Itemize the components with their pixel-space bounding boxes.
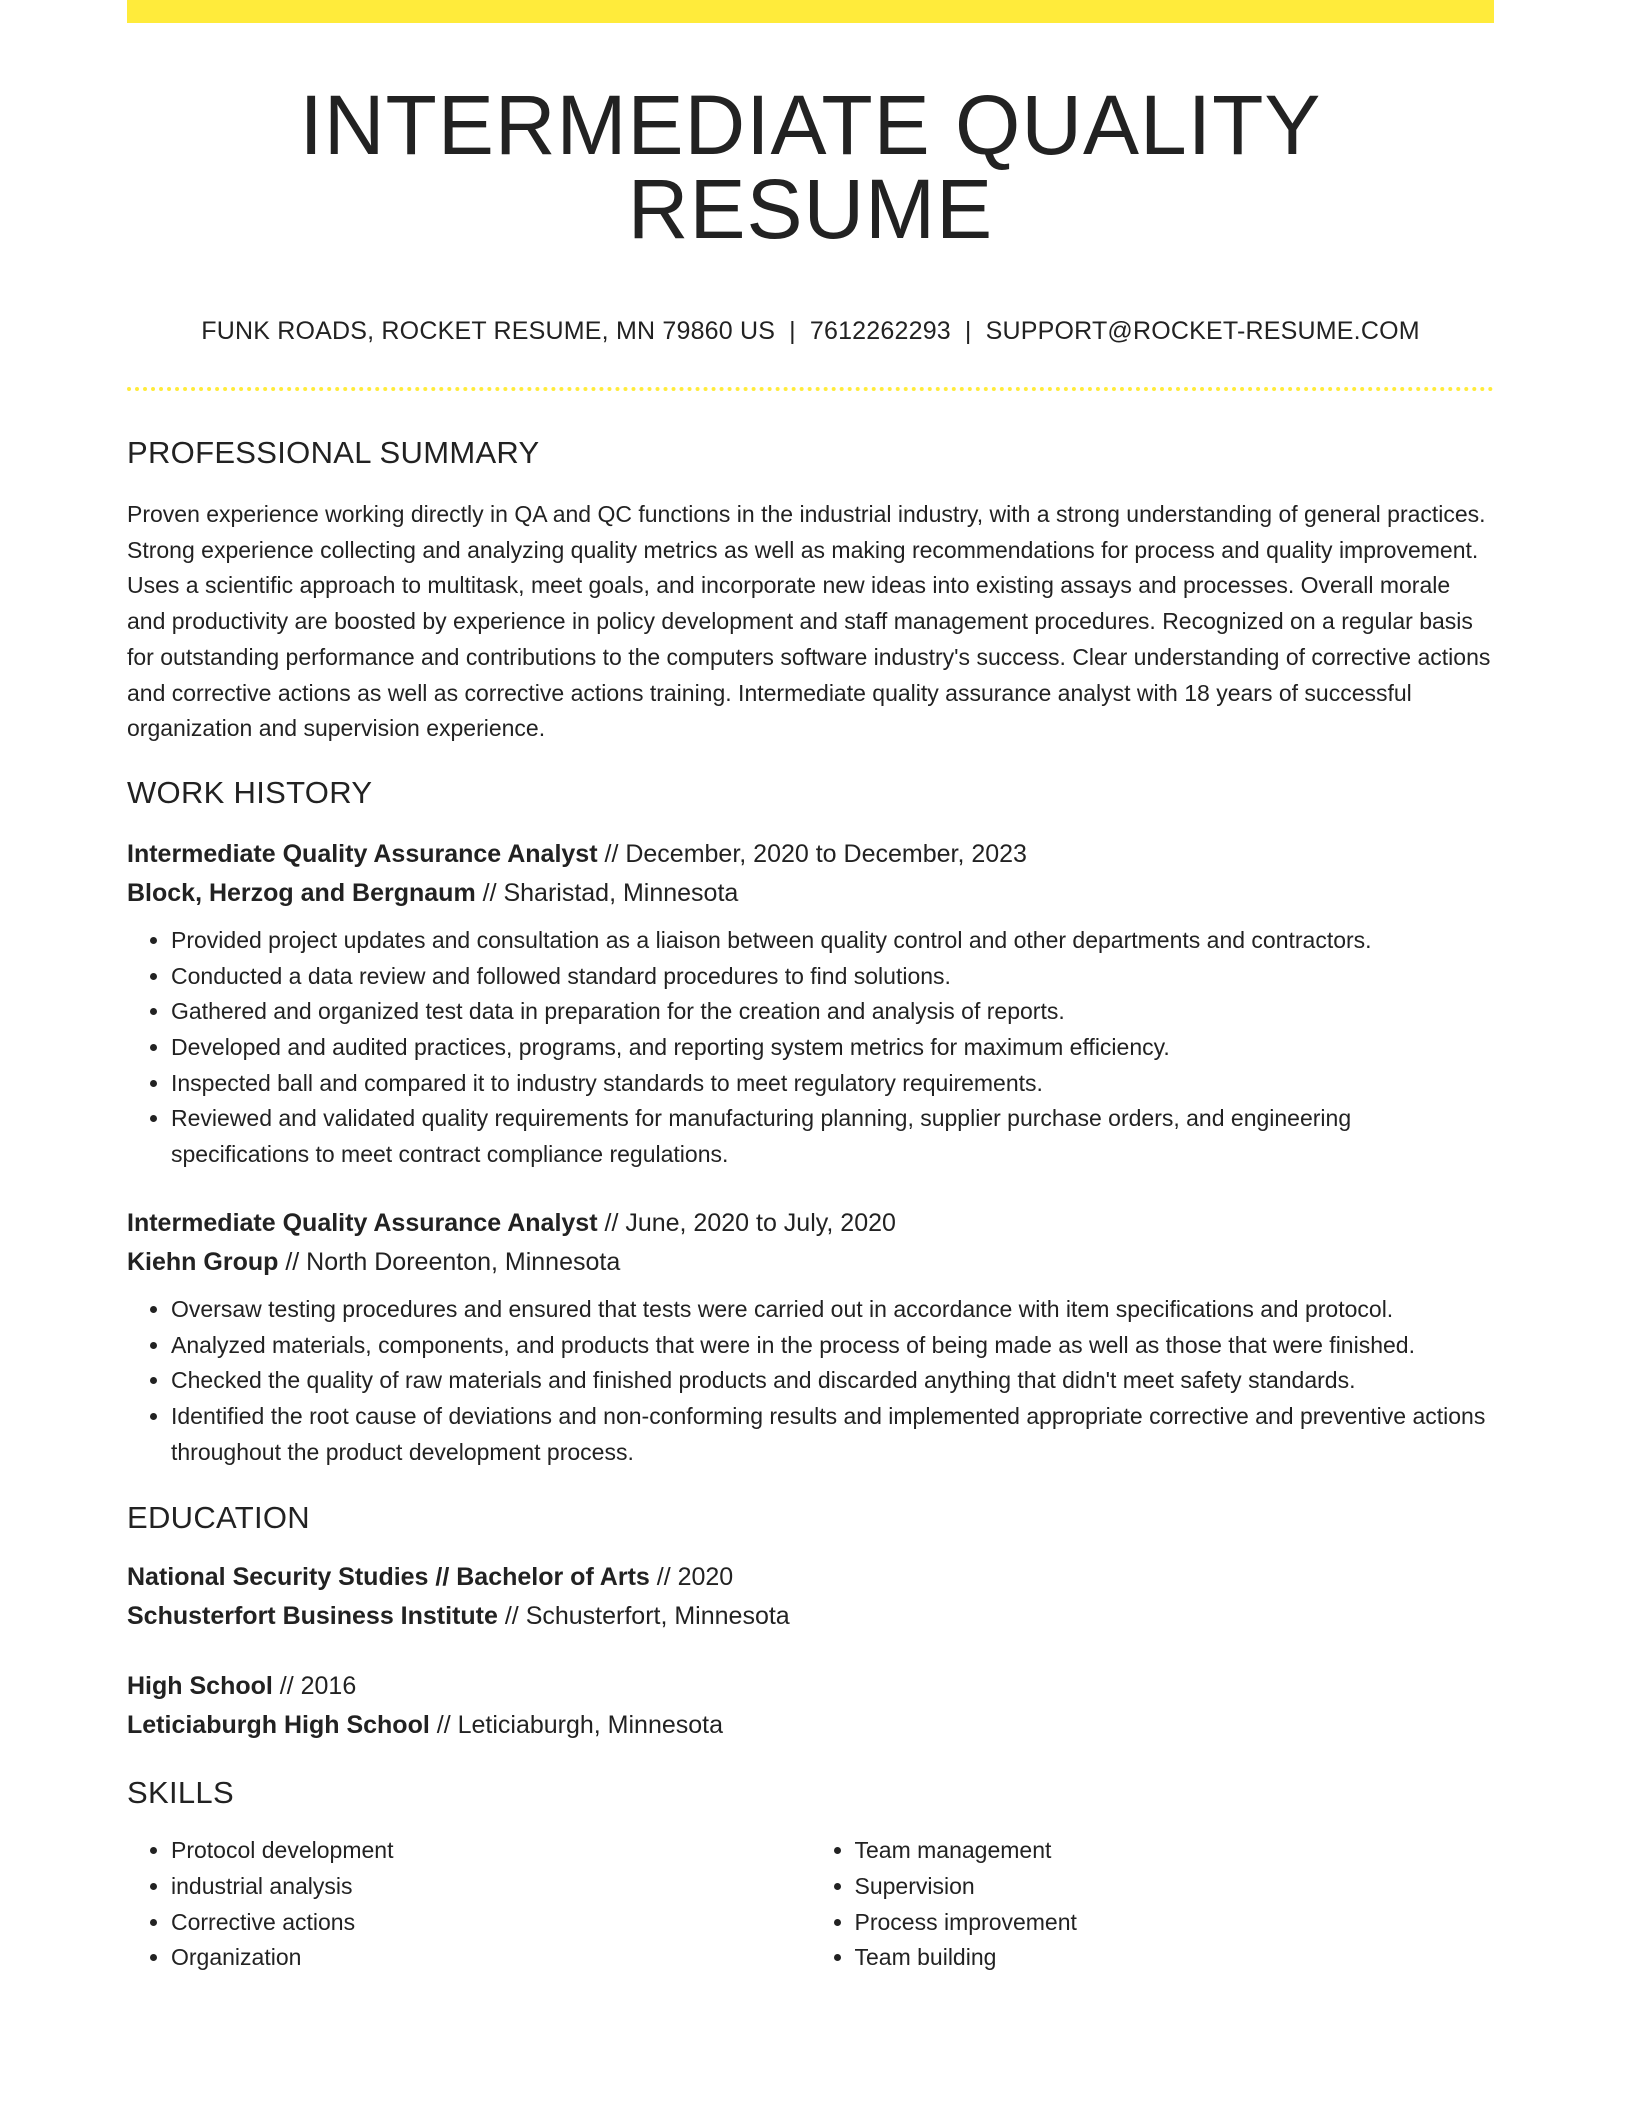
job-company: Kiehn Group xyxy=(127,1247,279,1276)
work-history-heading: WORK HISTORY xyxy=(127,774,373,810)
skill-item: • industrial analysis xyxy=(171,1869,811,1905)
education-heading: EDUCATION xyxy=(127,1500,310,1536)
job-bullet: • Gathered and organized test data in preparation for the creation and analysis of reports. xyxy=(171,994,1494,1030)
job-bullet: • Checked the quality of raw materials and finished products and discarded anything that didn't meet safety standards. xyxy=(171,1363,1494,1399)
job-title-line xyxy=(127,835,1494,874)
job-location: // North Doreenton, Minnesota xyxy=(278,1247,621,1276)
job-location: // Sharistad, Minnesota xyxy=(475,878,739,907)
job-bullet: • Developed and audited practices, programs, and reporting system metrics for maximum efficiency. xyxy=(171,1030,1494,1066)
job-title: Intermediate Quality Assurance Analyst xyxy=(127,1208,598,1237)
job-entry xyxy=(127,835,1494,1173)
contact-line xyxy=(127,317,1494,346)
job-entry xyxy=(127,1204,1494,1471)
job-bullet: • Conducted a data review and followed standard procedures to find solutions. xyxy=(171,959,1494,995)
job-bullets xyxy=(127,1292,1494,1471)
education-degree: High School xyxy=(127,1672,273,1701)
skills-section xyxy=(127,1775,1494,1976)
resume-content xyxy=(127,23,1494,1976)
summary-heading: PROFESSIONAL SUMMARY xyxy=(127,435,540,470)
education-section xyxy=(127,1500,1494,1745)
summary-text: Proven experience working directly in QA and QC functions in the industrial industry, with a strong understanding of general practices. Strong experience collecting and analyzing quality metrics as well as making recommendations for process and quality improvement. Uses a scientific approach to multitask, meet goals, and incorporate new ideas into existing assays and processes. Overall morale and productivity are boosted by experience in policy development and staff management procedures. Recognized on a regular basis for outstanding performance and contributions to the computers software industry's success. Clear understanding of corrective actions and corrective actions as well as corrective actions training. Intermediate quality assurance analyst with 18 years of successful organization and supervision experience. xyxy=(127,501,1491,742)
job-bullet: • Analyzed materials, components, and products that were in the process of being made as well as those that were finished. xyxy=(171,1328,1494,1364)
skills-columns xyxy=(127,1833,1494,1976)
skill-item: • Supervision xyxy=(855,1869,1495,1905)
education-degree: National Security Studies // Bachelor of Arts xyxy=(127,1563,650,1592)
job-dates: // December, 2020 to December, 2023 xyxy=(597,839,1027,868)
education-school: Leticiaburgh High School xyxy=(127,1711,430,1740)
dotted-divider xyxy=(127,387,1494,391)
education-year: // 2020 xyxy=(649,1563,734,1592)
accent-top-bar xyxy=(127,0,1494,23)
skill-item: • Team management xyxy=(855,1833,1495,1869)
skill-item: • Corrective actions xyxy=(171,1905,811,1941)
job-bullet: • Inspected ball and compared it to industry standards to meet regulatory requirements. xyxy=(171,1066,1494,1102)
education-school-line xyxy=(127,1597,1494,1636)
education-entry xyxy=(127,1667,1494,1745)
work-history-section xyxy=(127,775,1494,1470)
job-bullet: • Reviewed and validated quality requirements for manufacturing planning, supplier purchase orders, and engineering specifications to meet contract compliance regulations. xyxy=(171,1101,1494,1172)
job-company: Block, Herzog and Bergnaum xyxy=(127,878,476,907)
education-entry xyxy=(127,1558,1494,1636)
contact-phone: 7612262293 xyxy=(809,317,951,345)
skills-heading: SKILLS xyxy=(127,1775,234,1811)
skills-list-left xyxy=(127,1833,811,1976)
job-bullet: • Identified the root cause of deviations and non-conforming results and implemented appropriate corrective and preventive actions throughout the product development process. xyxy=(171,1399,1494,1470)
resume-name: INTERMEDIATE QUALITY RESUME xyxy=(299,78,1322,256)
education-school: Schusterfort Business Institute xyxy=(127,1602,498,1631)
skills-list-right xyxy=(811,1833,1495,1976)
contact-separator: | xyxy=(964,317,972,345)
job-title-line xyxy=(127,1204,1494,1243)
job-bullet: • Oversaw testing procedures and ensured that tests were carried out in accordance with item specifications and protocol. xyxy=(171,1292,1494,1328)
education-location: // Schusterfort, Minnesota xyxy=(497,1602,790,1631)
skill-item: • Protocol development xyxy=(171,1833,811,1869)
skill-item: • Organization xyxy=(171,1940,811,1976)
job-dates: // June, 2020 to July, 2020 xyxy=(597,1208,896,1237)
job-title: Intermediate Quality Assurance Analyst xyxy=(127,839,598,868)
education-location: // Leticiaburgh, Minnesota xyxy=(429,1711,724,1740)
job-company-line xyxy=(127,1243,1494,1282)
education-school-line xyxy=(127,1706,1494,1745)
summary-section xyxy=(127,435,1494,747)
contact-email: SUPPORT@ROCKET-RESUME.COM xyxy=(985,317,1420,345)
education-degree-line xyxy=(127,1558,1494,1597)
skill-item: • Process improvement xyxy=(855,1905,1495,1941)
contact-separator: | xyxy=(789,317,796,345)
education-degree-line xyxy=(127,1667,1494,1706)
job-bullets xyxy=(127,923,1494,1173)
education-year: // 2016 xyxy=(272,1672,357,1701)
job-company-line xyxy=(127,874,1494,913)
skill-item: • Team building xyxy=(855,1940,1495,1976)
job-bullet: • Provided project updates and consultation as a liaison between quality control and other departments and contractors. xyxy=(171,923,1494,959)
contact-address: FUNK ROADS, ROCKET RESUME, MN 79860 US xyxy=(201,317,776,345)
